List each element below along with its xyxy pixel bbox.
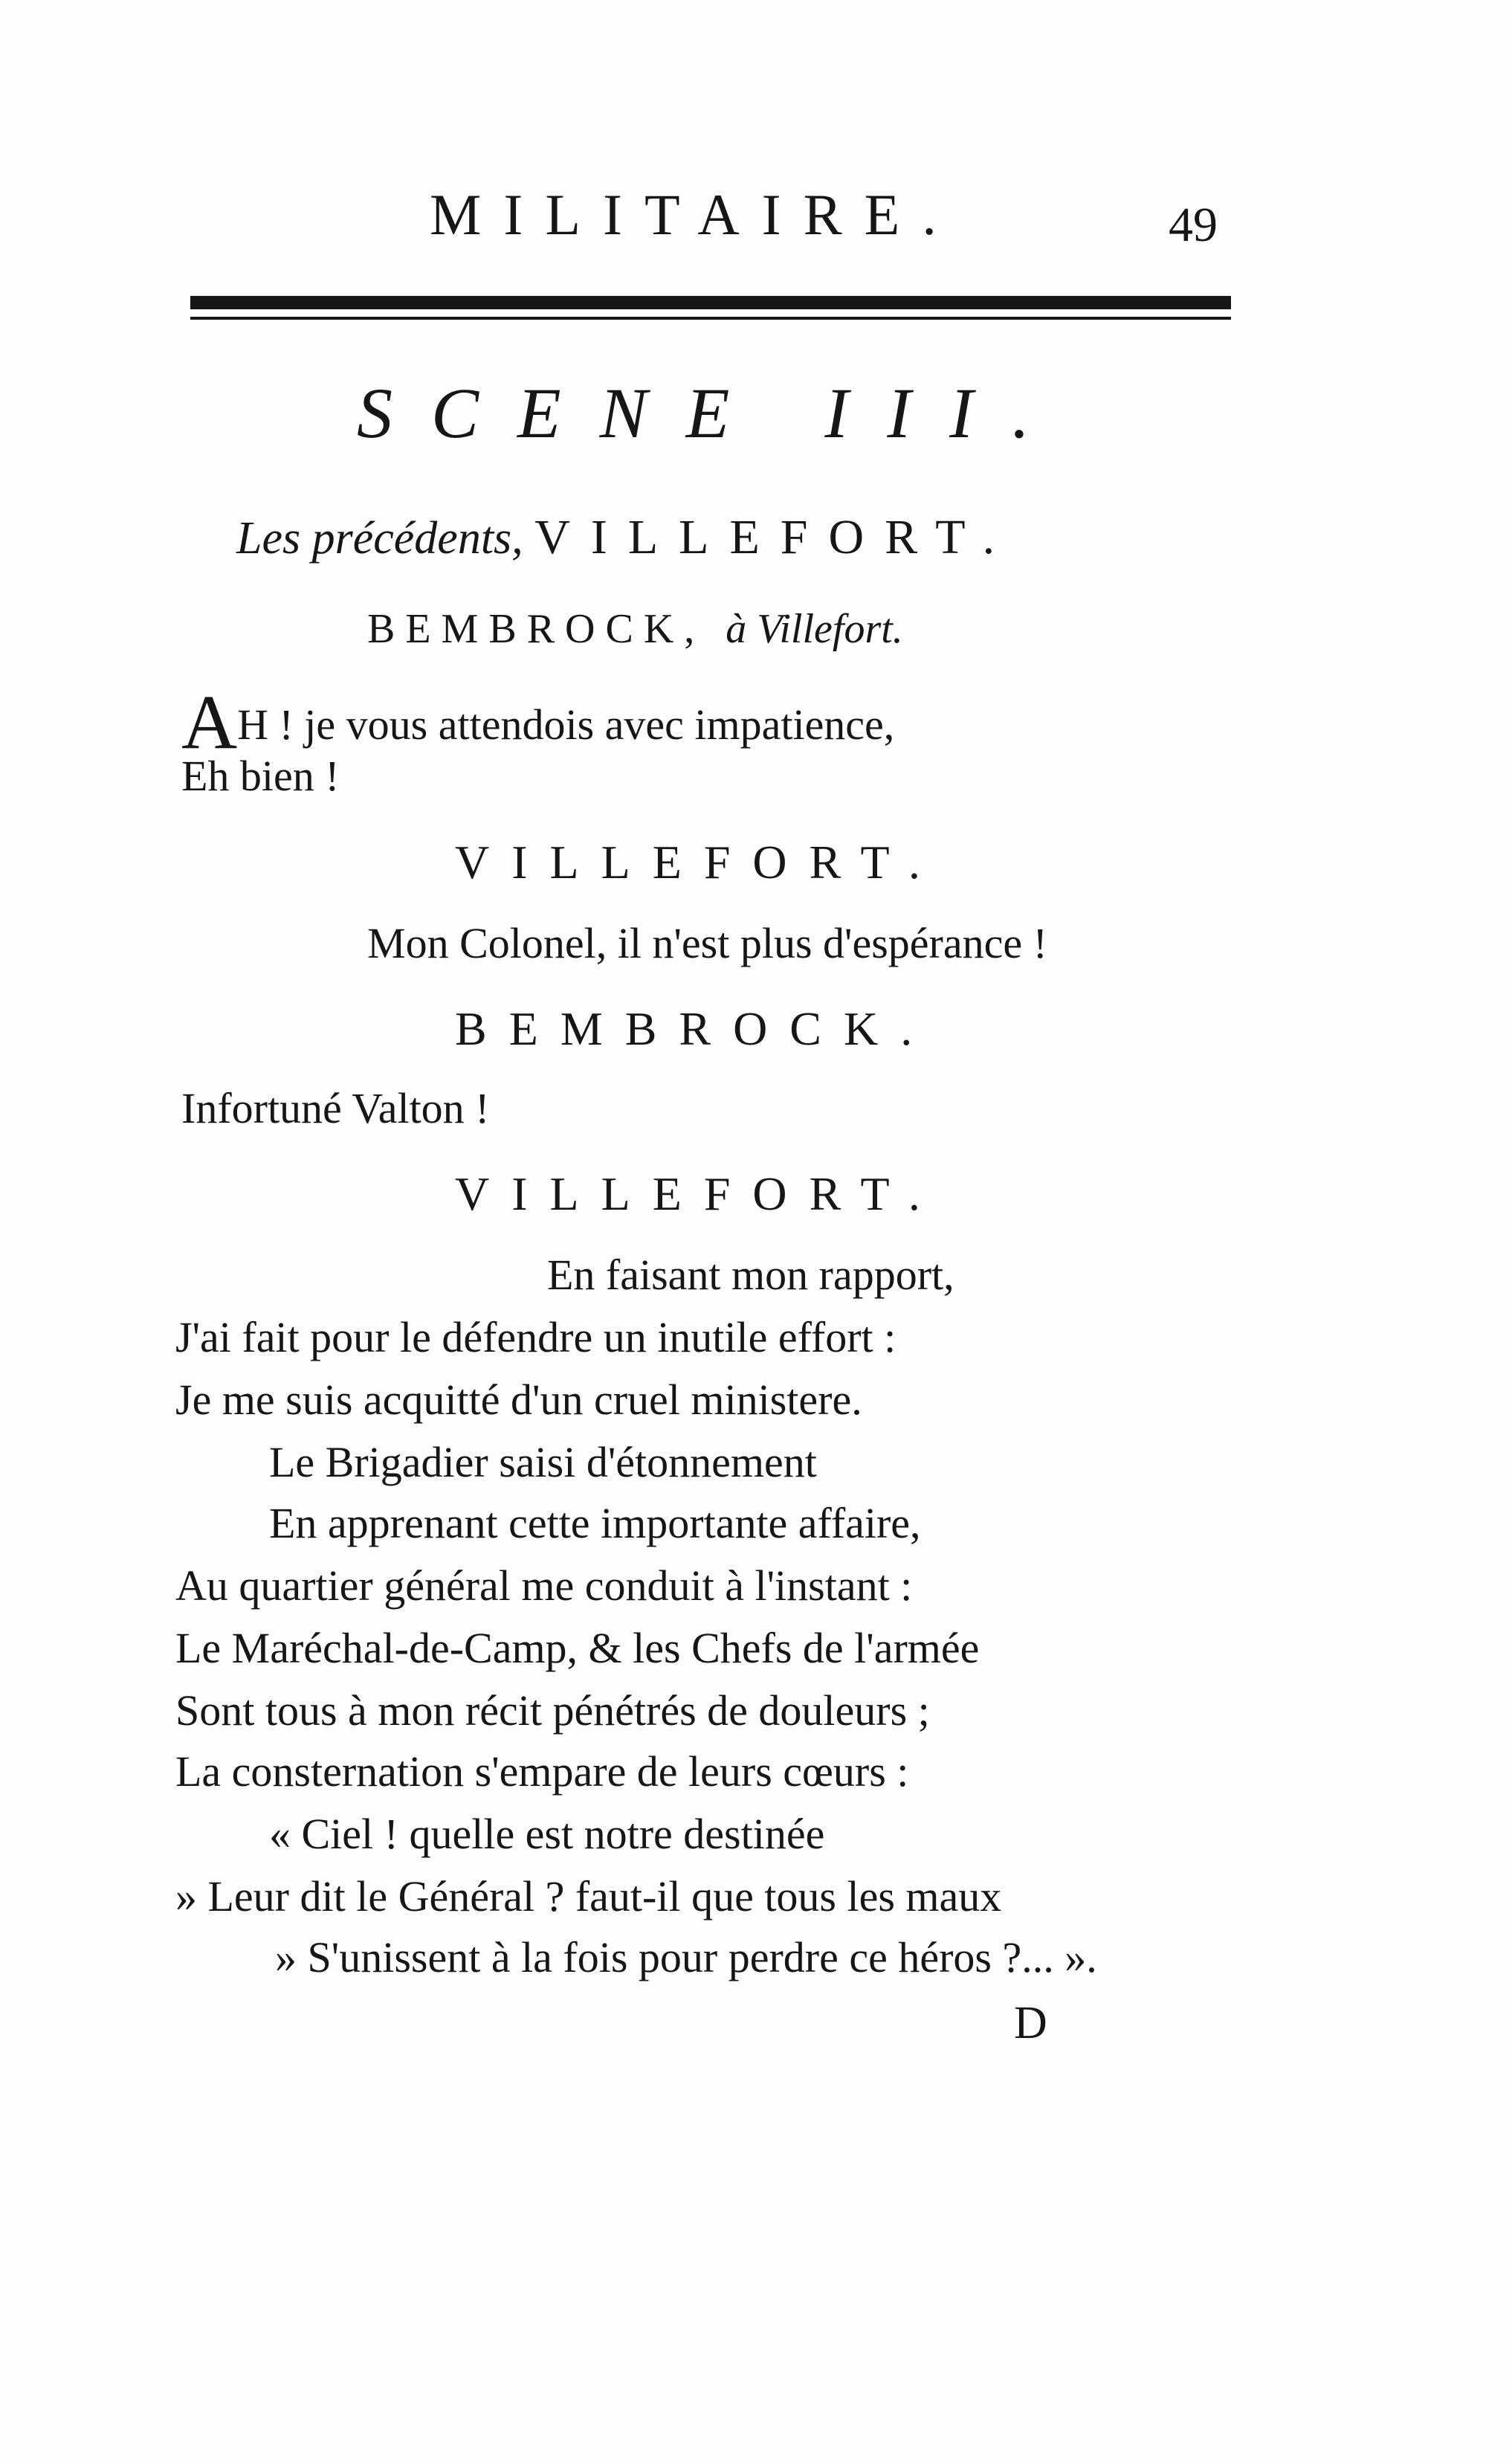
verse-line: Eh bien !: [181, 752, 340, 800]
verse-line: La consternation s'empare de leurs cœurs :: [175, 1747, 909, 1796]
header-rule-thin: [190, 317, 1231, 320]
verse-line: En faisant mon rapport,: [547, 1251, 954, 1299]
speaker-villefort: VILLEFORT.: [455, 1167, 943, 1220]
verse-line: » Leur dit le Général ? faut-il que tous les maux: [175, 1872, 1002, 1920]
running-header: MILITAIRE.: [430, 182, 959, 247]
verse-line: En apprenant cette importante affaire,: [269, 1499, 921, 1547]
verse-text: H ! je vous attendois avec impatience,: [237, 700, 895, 749]
verse-line: Infortuné Valton !: [181, 1084, 490, 1132]
verse-line: Je me suis acquitté d'un cruel ministere.: [175, 1375, 862, 1424]
verse-line: Au quartier général me conduit à l'instant :: [175, 1561, 913, 1610]
verse-line: « Ciel ! quelle est notre destinée: [269, 1810, 825, 1858]
cast-list: [236, 510, 1016, 564]
speaker-name: BEMBROCK,: [367, 606, 705, 652]
verse-line: Sont tous à mon récit pénétrés de douleurs ;: [175, 1686, 930, 1735]
verse-line: Mon Colonel, il n'est plus d'espérance !: [367, 919, 1047, 967]
speaker-villefort: VILLEFORT.: [455, 836, 943, 888]
speaker-bembrock: BEMBROCK.: [455, 1002, 935, 1055]
drop-cap: A: [181, 680, 238, 765]
verse-line: Le Brigadier saisi d'étonnement: [269, 1438, 817, 1486]
page-number: 49: [1169, 198, 1218, 252]
verse-line: Le Maréchal-de-Camp, & les Chefs de l'armée: [175, 1624, 980, 1672]
signature-mark: D: [1014, 1998, 1047, 2048]
cast-precedents: Les précédents,: [236, 513, 523, 564]
cast-villefort: VILLEFORT.: [534, 510, 1016, 564]
header-rule-thick: [190, 296, 1231, 309]
verse-line: [181, 680, 895, 765]
speaker-bembrock: [367, 608, 903, 650]
stage-direction: à Villefort.: [726, 606, 903, 652]
verse-line: J'ai fait pour le défendre un inutile effort :: [175, 1313, 896, 1361]
verse-line: » S'unissent à la fois pour perdre ce héros ?... ».: [275, 1933, 1097, 1981]
scene-title: SCENE III.: [357, 373, 1069, 453]
